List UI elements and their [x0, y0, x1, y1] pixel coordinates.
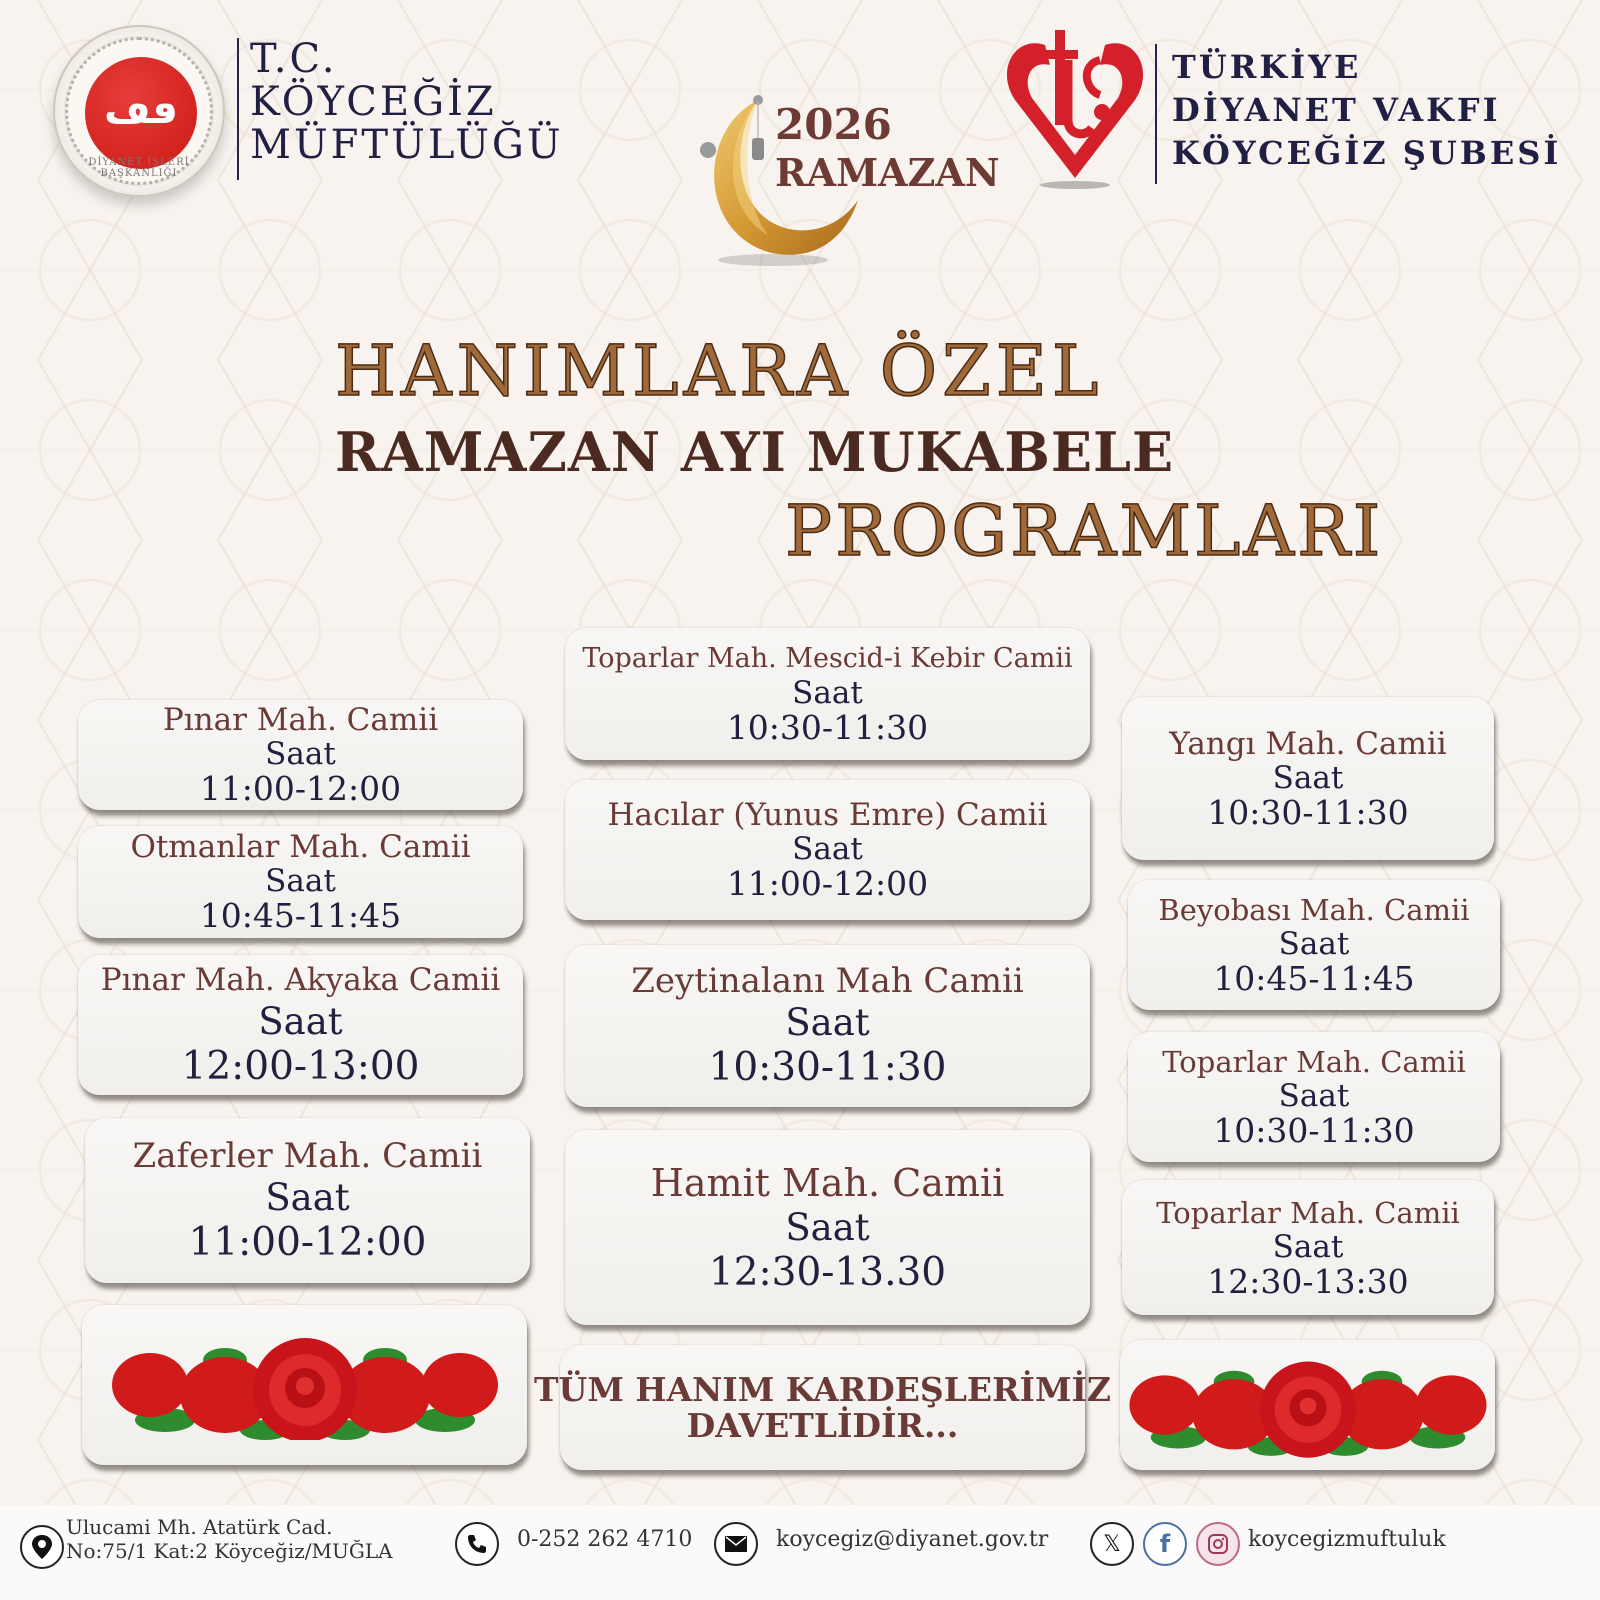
- time-range: 10:30-11:30: [726, 708, 929, 747]
- saat-label: Saat: [785, 1205, 870, 1249]
- org-line: KÖYCEĞİZ: [250, 79, 497, 125]
- time-range: 12:30-13:30: [1207, 1261, 1409, 1301]
- roses-decoration-icon: [105, 1330, 505, 1440]
- time-range: 11:00-12:00: [199, 769, 402, 808]
- mosque-name: Yangı Mah. Camii: [1169, 725, 1447, 762]
- mosque-name: Pınar Mah. Akyaka Camii: [100, 962, 501, 998]
- schedule-card: [78, 700, 523, 810]
- time-range: 10:45-11:45: [199, 896, 402, 935]
- foundation-name: [1172, 46, 1561, 175]
- org-line: DİYANET VAKFI: [1172, 91, 1501, 129]
- org-line: MÜFTÜLÜĞÜ: [250, 122, 564, 168]
- time-range: 12:00-13:00: [181, 1044, 420, 1089]
- seal-red-disc: [85, 57, 197, 169]
- mosque-name: Beyobası Mah. Camii: [1158, 893, 1470, 927]
- roses-card-right: [1120, 1340, 1495, 1470]
- saat-label: Saat: [258, 1000, 343, 1043]
- invitation-line-1: TÜM HANIM KARDEŞLERİMİZ: [534, 1369, 1112, 1409]
- saat-label: Saat: [1278, 926, 1350, 962]
- header-divider-left: [237, 38, 239, 180]
- org-line: KÖYCEĞİZ ŞUBESİ: [1172, 134, 1562, 172]
- ramazan-label: RAMAZAN: [775, 150, 1000, 195]
- calligraphy-glyph-icon: ڡڡ: [104, 87, 178, 133]
- phone-number[interactable]: 0-252 262 4710: [517, 1527, 693, 1552]
- mosque-name: Toparlar Mah. Mescid-i Kebir Camii: [582, 643, 1073, 674]
- mosque-name: Toparlar Mah. Camii: [1162, 1045, 1466, 1079]
- schedule-card: [78, 955, 523, 1095]
- schedule-card: [1122, 1180, 1494, 1315]
- header-divider-right: [1155, 44, 1157, 184]
- mosque-name: Pınar Mah. Camii: [162, 702, 439, 738]
- mosque-name: Hamit Mah. Camii: [650, 1160, 1005, 1205]
- address-line-1: Ulucami Mh. Atatürk Cad.: [66, 1515, 333, 1539]
- mosque-name: Hacılar (Yunus Emre) Camii: [607, 797, 1048, 833]
- phone-icon[interactable]: [455, 1522, 499, 1566]
- mosque-name: Zaferler Mah. Camii: [132, 1135, 483, 1176]
- mufti-office-name: [250, 38, 564, 167]
- schedule-card: [565, 945, 1090, 1107]
- saat-label: Saat: [792, 831, 863, 867]
- time-range: 10:30-11:30: [708, 1045, 947, 1090]
- roses-decoration-icon: [1123, 1350, 1493, 1460]
- title-line-2: RAMAZAN AYI MUKABELE: [335, 420, 1175, 484]
- address-line-2: No:75/1 Kat:2 Köyceğiz/MUĞLA: [66, 1539, 393, 1563]
- time-range: 10:30-11:30: [1213, 1111, 1415, 1150]
- year-label: 2026: [775, 100, 892, 149]
- saat-label: Saat: [792, 675, 863, 711]
- time-range: 12:30-13.30: [708, 1249, 947, 1295]
- instagram-icon[interactable]: [1196, 1522, 1240, 1566]
- time-range: 11:00-12:00: [726, 864, 929, 903]
- email-address[interactable]: koycegiz@diyanet.gov.tr: [776, 1527, 1049, 1552]
- schedule-card: [1128, 1032, 1500, 1162]
- mosque-name: Otmanlar Mah. Camii: [130, 829, 471, 865]
- schedule-card: [565, 780, 1090, 920]
- saat-label: Saat: [1272, 759, 1344, 796]
- mosque-name: Toparlar Mah. Camii: [1156, 1195, 1460, 1230]
- diyanet-seal-logo: [53, 25, 225, 197]
- facebook-icon[interactable]: f: [1143, 1522, 1187, 1566]
- org-line: T.C.: [250, 36, 338, 82]
- invitation-card: [534, 1345, 1112, 1470]
- schedule-card: [78, 826, 523, 938]
- time-range: 11:00-12:00: [188, 1219, 427, 1265]
- mosque-name: Zeytinalanı Mah Camii: [631, 961, 1024, 1001]
- diyanet-vakfi-heart-logo: [1000, 20, 1150, 190]
- schedule-card: [85, 1118, 530, 1283]
- contact-footer: [0, 1505, 1600, 1600]
- schedule-card: [565, 628, 1090, 760]
- schedule-card: [1128, 880, 1500, 1010]
- seal-ring-text: DİYANET İŞLERİ BAŞKANLIĞI: [88, 157, 190, 179]
- time-range: 10:30-11:30: [1207, 792, 1409, 832]
- saat-label: Saat: [265, 736, 336, 772]
- saat-label: Saat: [785, 1001, 870, 1044]
- title-line-3: PROGRAMLARI: [785, 490, 1384, 572]
- time-range: 10:45-11:45: [1213, 959, 1415, 998]
- address: [66, 1515, 393, 1563]
- title-line-1: HANIMLARA ÖZEL: [335, 330, 1104, 412]
- saat-label: Saat: [1278, 1078, 1350, 1114]
- saat-label: Saat: [265, 863, 336, 899]
- mail-icon[interactable]: [714, 1522, 758, 1566]
- location-pin-icon: [20, 1525, 64, 1569]
- schedule-card: [1122, 697, 1494, 860]
- saat-label: Saat: [1272, 1228, 1344, 1265]
- org-line: TÜRKİYE: [1172, 48, 1362, 86]
- saat-label: Saat: [265, 1175, 350, 1219]
- schedule-card: [565, 1130, 1090, 1325]
- social-handle[interactable]: koycegizmuftuluk: [1248, 1527, 1446, 1552]
- roses-card-left: [82, 1305, 527, 1465]
- x-icon[interactable]: 𝕏: [1090, 1522, 1134, 1566]
- invitation-line-2: DAVETLİDİR...: [686, 1405, 959, 1445]
